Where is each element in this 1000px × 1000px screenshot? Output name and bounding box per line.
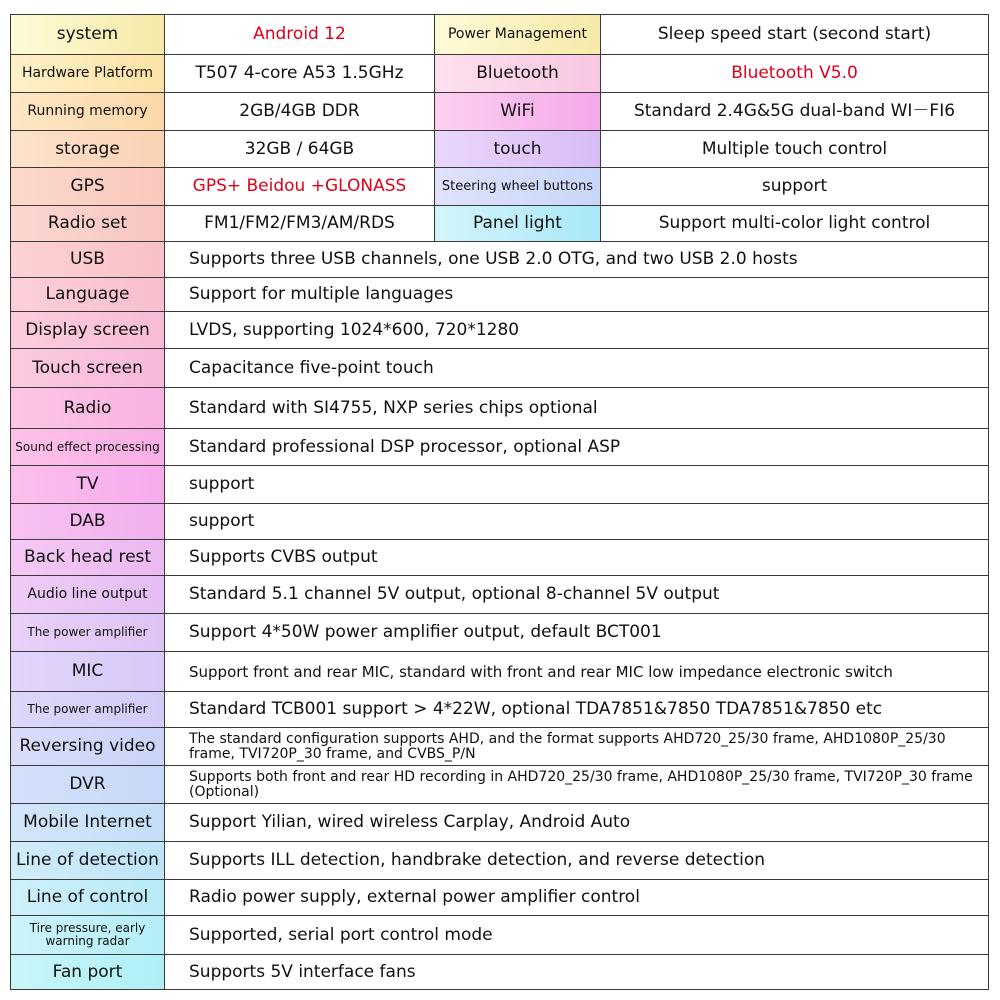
spec-value: Supports both front and rear HD recording in AHD720_25/30 frame, AHD1080P_25/30 frame, TVI720P_30 frame (Optional) — [165, 766, 989, 804]
spec-row — [11, 804, 989, 842]
spec-row — [11, 242, 989, 278]
spec-value: T507 4-core A53 1.5GHz — [165, 55, 435, 93]
spec-label: system — [11, 15, 165, 55]
spec-label: Hardware Platform — [11, 55, 165, 93]
spec-label: GPS — [11, 168, 165, 206]
spec-row — [11, 880, 989, 916]
spec-label: Radio set — [11, 206, 165, 242]
spec-value: support — [601, 168, 989, 206]
spec-value: 32GB / 64GB — [165, 131, 435, 168]
spec-value: Capacitance five-point touch — [165, 349, 989, 388]
spec-row — [11, 55, 989, 93]
spec-label: Fan port — [11, 955, 165, 990]
spec-row — [11, 312, 989, 349]
spec-label: Touch screen — [11, 349, 165, 388]
spec-value: Standard TCB001 support > 4*22W, optional TDA7851&7850 TDA7851&7850 etc — [165, 692, 989, 728]
spec-row — [11, 576, 989, 614]
spec-label: Power Management — [435, 15, 601, 55]
spec-row — [11, 206, 989, 242]
spec-label: Steering wheel buttons — [435, 168, 601, 206]
spec-row — [11, 955, 989, 990]
spec-label: TV — [11, 466, 165, 504]
spec-value: Standard 5.1 channel 5V output, optional 8-channel 5V output — [165, 576, 989, 614]
spec-row — [11, 278, 989, 312]
spec-value: support — [165, 504, 989, 540]
spec-row — [11, 466, 989, 504]
spec-row — [11, 766, 989, 804]
spec-label: MIC — [11, 652, 165, 692]
spec-label: Line of detection — [11, 842, 165, 880]
spec-value: Supports 5V interface fans — [165, 955, 989, 990]
spec-label: DAB — [11, 504, 165, 540]
spec-value: Support Yilian, wired wireless Carplay, Android Auto — [165, 804, 989, 842]
spec-row — [11, 540, 989, 576]
spec-value: Supported, serial port control mode — [165, 916, 989, 955]
spec-value: LVDS, supporting 1024*600, 720*1280 — [165, 312, 989, 349]
spec-row — [11, 131, 989, 168]
spec-value: Standard with SI4755, NXP series chips optional — [165, 388, 989, 429]
spec-label: storage — [11, 131, 165, 168]
spec-label: Tire pressure, early warning radar — [11, 916, 165, 955]
spec-value: Android 12 — [165, 15, 435, 55]
spec-label: Line of control — [11, 880, 165, 916]
spec-row — [11, 692, 989, 728]
spec-row — [11, 93, 989, 131]
spec-label: The power amplifier — [11, 692, 165, 728]
spec-value: 2GB/4GB DDR — [165, 93, 435, 131]
spec-label: Sound effect processing — [11, 429, 165, 466]
spec-label: touch — [435, 131, 601, 168]
spec-value: Sleep speed start (second start) — [601, 15, 989, 55]
spec-value: GPS+ Beidou +GLONASS — [165, 168, 435, 206]
spec-label: Reversing video — [11, 728, 165, 766]
spec-value: The standard configuration supports AHD, and the format supports AHD720_25/30 frame, AHD1080P_25/30 frame, TVI720P_30 frame, and CVBS_P/N — [165, 728, 989, 766]
spec-label: USB — [11, 242, 165, 278]
spec-label: Bluetooth — [435, 55, 601, 93]
spec-label: Panel light — [435, 206, 601, 242]
spec-label: Running memory — [11, 93, 165, 131]
spec-label: Language — [11, 278, 165, 312]
spec-row — [11, 504, 989, 540]
spec-label: The power amplifier — [11, 614, 165, 652]
spec-value: FM1/FM2/FM3/AM/RDS — [165, 206, 435, 242]
spec-label: Display screen — [11, 312, 165, 349]
spec-value: Support multi-color light control — [601, 206, 989, 242]
spec-row — [11, 652, 989, 692]
spec-table — [10, 14, 989, 990]
spec-label: Back head rest — [11, 540, 165, 576]
spec-row — [11, 916, 989, 955]
spec-value: Support 4*50W power amplifier output, default BCT001 — [165, 614, 989, 652]
spec-label: Mobile Internet — [11, 804, 165, 842]
spec-row — [11, 842, 989, 880]
spec-value: Support for multiple languages — [165, 278, 989, 312]
spec-row — [11, 429, 989, 466]
spec-value: Support front and rear MIC, standard with front and rear MIC low impedance electronic switch — [165, 652, 989, 692]
spec-value: Standard 2.4G&5G dual-band WI－FI6 — [601, 93, 989, 131]
spec-label: Audio line output — [11, 576, 165, 614]
spec-row — [11, 15, 989, 55]
spec-value: Supports ILL detection, handbrake detection, and reverse detection — [165, 842, 989, 880]
spec-label: DVR — [11, 766, 165, 804]
spec-row — [11, 728, 989, 766]
spec-value: Multiple touch control — [601, 131, 989, 168]
spec-value: Supports CVBS output — [165, 540, 989, 576]
spec-value: support — [165, 466, 989, 504]
spec-row — [11, 349, 989, 388]
spec-value: Standard professional DSP processor, optional ASP — [165, 429, 989, 466]
spec-label: WiFi — [435, 93, 601, 131]
spec-row — [11, 614, 989, 652]
spec-value: Supports three USB channels, one USB 2.0 OTG, and two USB 2.0 hosts — [165, 242, 989, 278]
spec-value: Bluetooth V5.0 — [601, 55, 989, 93]
spec-row — [11, 168, 989, 206]
spec-row — [11, 388, 989, 429]
spec-value: Radio power supply, external power amplifier control — [165, 880, 989, 916]
spec-label: Radio — [11, 388, 165, 429]
